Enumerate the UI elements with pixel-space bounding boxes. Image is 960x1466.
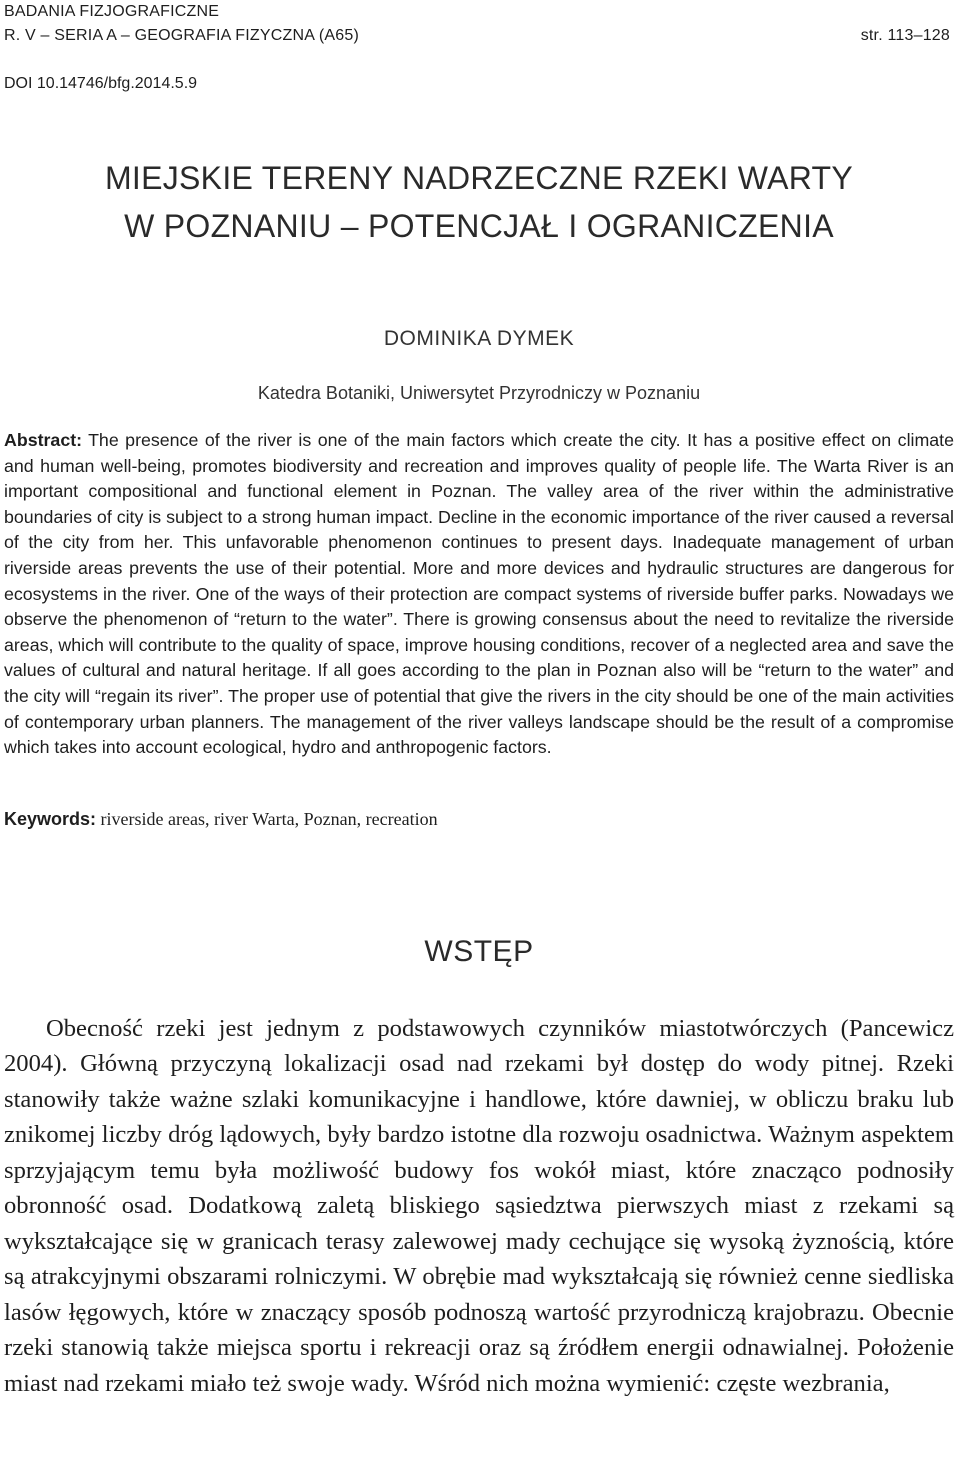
abstract <box>4 428 954 761</box>
page-range: str. 113–128 <box>860 27 950 44</box>
doi: DOI 10.14746/bfg.2014.5.9 <box>4 75 198 92</box>
title-line-2: W POZNANIU – POTENCJAŁ I OGRANICZENIA <box>124 208 834 244</box>
keywords-label: Keywords: <box>4 808 97 829</box>
author-name: DOMINIKA DYMEK <box>383 327 575 350</box>
abstract-text: The presence of the river is one of the main factors which create the city. It has a positive effect on climate and human well-being, promotes biodiversity and recreation and improves quality of people life. The Warta River is an important compositional and functional element in Poznan. The valley area of the river within the administrative boundaries of city is subject to a strong human impact. Decline in the economic importance of the river caused a reversal of the city from her. This unfavorable phenomenon continues to present days. Inadequate management of urban riverside areas prevents the use of their potential. More and more devices and hydraulic structures are dangerous for ecosystems in the river. One of the ways of their protection are compact systems of riverside buffer parks. Nowadays we observe the phenomenon of “return to the water”. There is growing consensus about the need to revitalize the riverside areas, which will contribute to the quality of space, improve housing conditions, recover of a neglected area and save the values of cultural and natural heritage. If all goes according to the plan in Poznan also will be “return to the water” and the city will “regain its river”. The proper use of potential that give the rivers in the city should be one of the main activities of contemporary urban planners. The management of the river valleys landscape should be the result of a compromise which takes into account ecological, hydro and anthropogenic factors. <box>4 430 954 758</box>
keywords-text: riverside areas, river Warta, Poznan, recreation <box>100 808 438 829</box>
author-affiliation: Katedra Botaniki, Uniwersytet Przyrodniczy w Poznaniu <box>257 383 701 403</box>
section-heading: WSTĘP <box>424 934 534 968</box>
abstract-label: Abstract: <box>4 430 83 450</box>
running-header <box>4 0 954 48</box>
body-paragraph: Obecność rzeki jest jednym z podstawowych czynników miastotwórczych (Pancewicz 2004). Główną przyczyną lokalizacji osad nad rzekami był dostęp do wody pitnej. Rzeki stanowiły także ważne szlaki komunikacyjne i handlowe, które dawniej, w obliczu braku lub znikomej liczby dróg lądowych, były bardzo istotne dla rozwoju osadnictwa. Ważnym aspektem sprzyjającym temu była możliwość budowy fos wokół miast, które znacząco podnosiły obronność osad. Dodatkową zaletą bliskiego sąsiedztwa pierwszych miast z rzekami są wykształcające się w granicach terasy zalewowej mady cechujące się wysoką żyznością, które są atrakcyjnymi obszarami rolniczymi. W obrębie mad wykształcają się również cenne siedliska lasów łęgowych, które w znaczący sposób podnoszą wartość przyrodniczą krajobrazu. Obecnie rzeki stanowią także miejsca sportu i rekreacji oraz są źródłem energii odnawialnej. Położenie miast nad rzekami miało też swoje wady. Wśród nich można wymienić: częste wezbrania, <box>4 1014 954 1397</box>
series-row <box>4 24 954 48</box>
journal-name: BADANIA FIZJOGRAFICZNE <box>4 3 220 20</box>
series-info: R. V – SERIA A – GEOGRAFIA FIZYCZNA (A65) <box>4 27 359 44</box>
document-page <box>4 0 954 1401</box>
title-line-1: MIEJSKIE TERENY NADRZECZNE RZEKI WARTY <box>104 160 854 196</box>
paper-title <box>4 154 954 250</box>
keywords <box>4 807 954 831</box>
